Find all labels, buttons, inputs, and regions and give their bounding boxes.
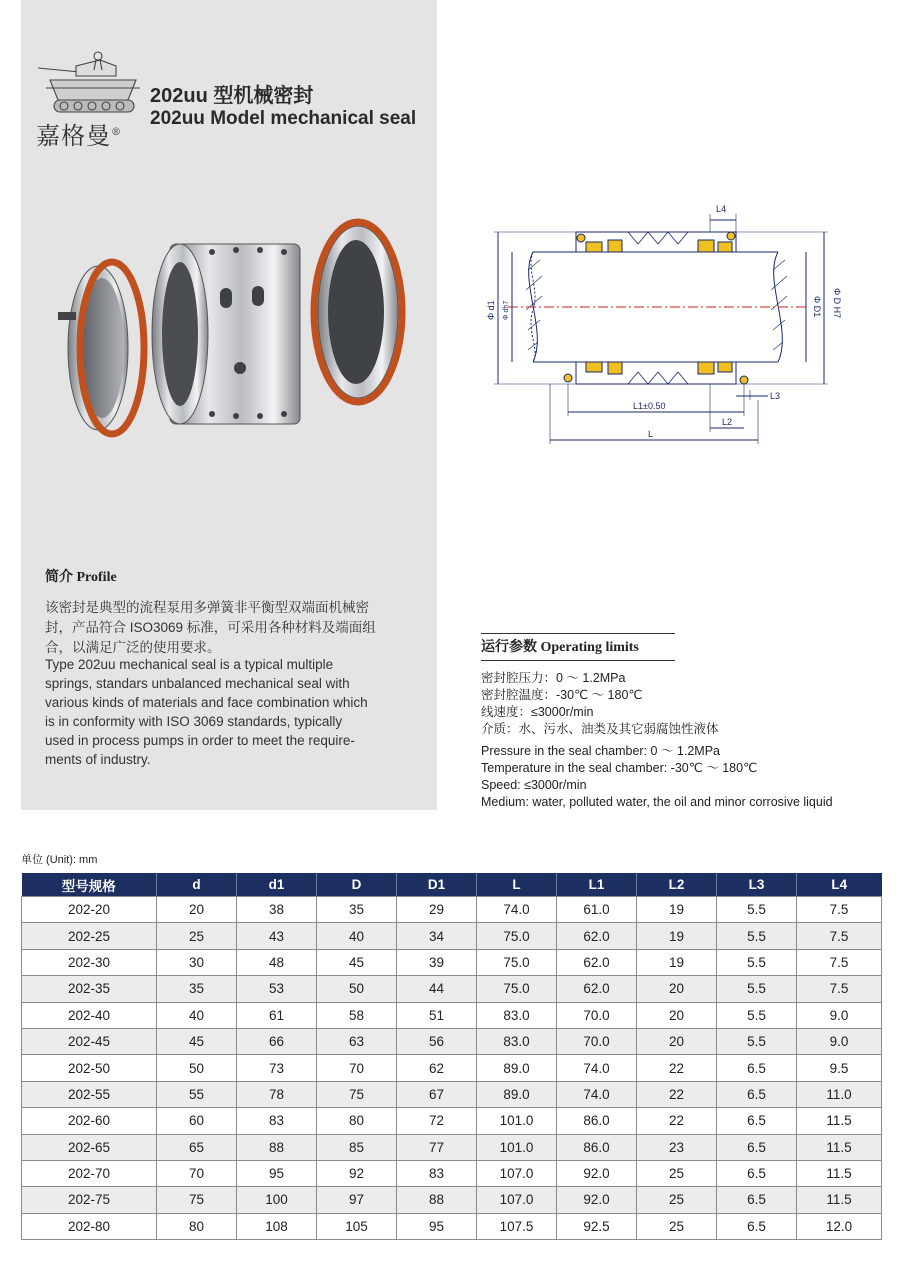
table-cell: 6.5 bbox=[717, 1187, 797, 1213]
table-cell: 60 bbox=[157, 1108, 237, 1134]
table-cell: 45 bbox=[317, 949, 397, 975]
table-cell: 51 bbox=[397, 1002, 477, 1028]
operating-limits-cn bbox=[481, 670, 719, 738]
column-header: D1 bbox=[397, 873, 477, 897]
table-cell: 202-25 bbox=[22, 923, 157, 949]
table-cell: 202-20 bbox=[22, 897, 157, 923]
table-row bbox=[22, 976, 882, 1002]
table-cell: 53 bbox=[237, 976, 317, 1002]
ops-en-line: Medium: water, polluted water, the oil and minor corrosive liquid bbox=[481, 795, 833, 809]
table-cell: 92.0 bbox=[557, 1160, 637, 1186]
table-row bbox=[22, 923, 882, 949]
table-cell: 9.5 bbox=[797, 1055, 882, 1081]
table-cell: 43 bbox=[237, 923, 317, 949]
table-cell: 45 bbox=[157, 1028, 237, 1054]
table-cell: 75.0 bbox=[477, 923, 557, 949]
table-cell: 83.0 bbox=[477, 1002, 557, 1028]
table-cell: 25 bbox=[637, 1160, 717, 1186]
table-cell: 86.0 bbox=[557, 1108, 637, 1134]
profile-text-cn bbox=[45, 598, 430, 658]
table-cell: 22 bbox=[637, 1108, 717, 1134]
table-cell: 74.0 bbox=[477, 897, 557, 923]
table-cell: 80 bbox=[157, 1213, 237, 1239]
product-photo bbox=[40, 200, 420, 450]
table-cell: 55 bbox=[157, 1081, 237, 1107]
table-cell: 70 bbox=[317, 1055, 397, 1081]
brand-name: 嘉格曼® bbox=[36, 122, 122, 150]
table-cell: 20 bbox=[637, 1028, 717, 1054]
table-cell: 88 bbox=[237, 1134, 317, 1160]
label-DH7: Φ D H7 bbox=[832, 288, 842, 319]
table-cell: 11.0 bbox=[797, 1081, 882, 1107]
table-cell: 202-55 bbox=[22, 1081, 157, 1107]
unit-label: 单位 (Unit): mm bbox=[21, 854, 98, 866]
ops-cn-line: 密封腔压力：0 ～ 1.2MPa bbox=[481, 671, 626, 685]
table-cell: 58 bbox=[317, 1002, 397, 1028]
table-row bbox=[22, 1160, 882, 1186]
table-body bbox=[22, 897, 882, 1240]
table-cell: 101.0 bbox=[477, 1134, 557, 1160]
table-cell: 6.5 bbox=[717, 1055, 797, 1081]
table-cell: 48 bbox=[237, 949, 317, 975]
table-cell: 25 bbox=[157, 923, 237, 949]
column-header: d bbox=[157, 873, 237, 897]
table-row bbox=[22, 1108, 882, 1134]
table-cell: 7.5 bbox=[797, 976, 882, 1002]
table-cell: 105 bbox=[317, 1213, 397, 1239]
table-cell: 39 bbox=[397, 949, 477, 975]
table-cell: 5.5 bbox=[717, 949, 797, 975]
table-cell: 202-45 bbox=[22, 1028, 157, 1054]
cross-section-drawing bbox=[488, 200, 848, 450]
table-cell: 9.0 bbox=[797, 1002, 882, 1028]
table-row bbox=[22, 897, 882, 923]
column-header: 型号规格 bbox=[22, 873, 157, 897]
table-cell: 23 bbox=[637, 1134, 717, 1160]
table-cell: 88 bbox=[397, 1187, 477, 1213]
column-header: D bbox=[317, 873, 397, 897]
table-cell: 61 bbox=[237, 1002, 317, 1028]
table-cell: 19 bbox=[637, 949, 717, 975]
table-cell: 6.5 bbox=[717, 1081, 797, 1107]
table-cell: 5.5 bbox=[717, 976, 797, 1002]
table-header-row bbox=[22, 873, 882, 897]
ops-en-line: Speed: ≤3000r/min bbox=[481, 778, 587, 792]
table-cell: 85 bbox=[317, 1134, 397, 1160]
ops-cn-line: 线速度：≤3000r/min bbox=[481, 705, 594, 719]
table-cell: 75.0 bbox=[477, 976, 557, 1002]
table-cell: 34 bbox=[397, 923, 477, 949]
table-cell: 65 bbox=[157, 1134, 237, 1160]
table-cell: 202-40 bbox=[22, 1002, 157, 1028]
table-cell: 20 bbox=[637, 1002, 717, 1028]
table-cell: 29 bbox=[397, 897, 477, 923]
table-cell: 30 bbox=[157, 949, 237, 975]
profile-cn-line: 合，以满足广泛的使用要求。 bbox=[45, 640, 221, 655]
table-cell: 108 bbox=[237, 1213, 317, 1239]
table-cell: 11.5 bbox=[797, 1108, 882, 1134]
table-cell: 44 bbox=[397, 976, 477, 1002]
table-cell: 74.0 bbox=[557, 1081, 637, 1107]
table-row bbox=[22, 1187, 882, 1213]
operating-limits-en bbox=[481, 743, 833, 811]
table-cell: 75.0 bbox=[477, 949, 557, 975]
table-cell: 9.0 bbox=[797, 1028, 882, 1054]
table-row bbox=[22, 1028, 882, 1054]
table-cell: 40 bbox=[157, 1002, 237, 1028]
table-cell: 7.5 bbox=[797, 949, 882, 975]
table-cell: 80 bbox=[317, 1108, 397, 1134]
table-cell: 11.5 bbox=[797, 1187, 882, 1213]
table-cell: 70 bbox=[157, 1160, 237, 1186]
table-cell: 61.0 bbox=[557, 897, 637, 923]
table-row bbox=[22, 1213, 882, 1239]
table-cell: 89.0 bbox=[477, 1055, 557, 1081]
table-cell: 25 bbox=[637, 1213, 717, 1239]
table-row bbox=[22, 949, 882, 975]
profile-text-en bbox=[45, 655, 430, 769]
page-title-en: 202uu Model mechanical seal bbox=[150, 108, 417, 129]
table-cell: 72 bbox=[397, 1108, 477, 1134]
right-seal-ring bbox=[314, 222, 402, 402]
table-cell: 107.5 bbox=[477, 1213, 557, 1239]
column-header: L1 bbox=[557, 873, 637, 897]
table-cell: 202-35 bbox=[22, 976, 157, 1002]
label-l2: L2 bbox=[722, 417, 733, 427]
column-header: d1 bbox=[237, 873, 317, 897]
table-cell: 83 bbox=[397, 1160, 477, 1186]
table-cell: 6.5 bbox=[717, 1108, 797, 1134]
table-cell: 97 bbox=[317, 1187, 397, 1213]
label-l: L bbox=[648, 429, 654, 439]
table-cell: 35 bbox=[157, 976, 237, 1002]
label-l4: L4 bbox=[716, 204, 727, 214]
label-D1: Φ D1 bbox=[812, 296, 822, 318]
column-header: L2 bbox=[637, 873, 717, 897]
table-cell: 5.5 bbox=[717, 1002, 797, 1028]
column-header: L3 bbox=[717, 873, 797, 897]
table-cell: 202-75 bbox=[22, 1187, 157, 1213]
table-cell: 62.0 bbox=[557, 949, 637, 975]
table-cell: 202-65 bbox=[22, 1134, 157, 1160]
table-cell: 11.5 bbox=[797, 1160, 882, 1186]
spec-table bbox=[21, 873, 882, 1240]
table-cell: 20 bbox=[637, 976, 717, 1002]
profile-en-line: ments of industry. bbox=[45, 752, 151, 767]
label-d1: Φ d1 bbox=[486, 300, 496, 320]
table-cell: 92.5 bbox=[557, 1213, 637, 1239]
table-cell: 20 bbox=[157, 897, 237, 923]
table-cell: 62.0 bbox=[557, 923, 637, 949]
table-cell: 86.0 bbox=[557, 1134, 637, 1160]
ops-cn-line: 密封腔温度：-30℃ ～ 180℃ bbox=[481, 688, 643, 702]
profile-en-line: springs, standars unbalanced mechanical seal with bbox=[45, 676, 350, 691]
table-cell: 107.0 bbox=[477, 1160, 557, 1186]
table-cell: 19 bbox=[637, 897, 717, 923]
table-row bbox=[22, 1081, 882, 1107]
operating-limits-heading: 运行参数 Operating limits bbox=[481, 636, 675, 661]
ops-cn-line: 介质：水、污水、油类及其它弱腐蚀性液体 bbox=[481, 722, 719, 736]
table-cell: 12.0 bbox=[797, 1213, 882, 1239]
profile-en-line: Type 202uu mechanical seal is a typical multiple bbox=[45, 657, 334, 672]
table-cell: 62.0 bbox=[557, 976, 637, 1002]
table-cell: 202-30 bbox=[22, 949, 157, 975]
table-cell: 7.5 bbox=[797, 923, 882, 949]
column-header: L bbox=[477, 873, 557, 897]
table-cell: 7.5 bbox=[797, 897, 882, 923]
table-cell: 75 bbox=[157, 1187, 237, 1213]
table-cell: 75 bbox=[317, 1081, 397, 1107]
table-cell: 50 bbox=[317, 976, 397, 1002]
table-row bbox=[22, 1134, 882, 1160]
table-cell: 78 bbox=[237, 1081, 317, 1107]
profile-en-line: various kinds of materials and face combination which bbox=[45, 695, 368, 710]
table-cell: 101.0 bbox=[477, 1108, 557, 1134]
table-row bbox=[22, 1055, 882, 1081]
table-cell: 63 bbox=[317, 1028, 397, 1054]
table-cell: 70.0 bbox=[557, 1028, 637, 1054]
table-cell: 74.0 bbox=[557, 1055, 637, 1081]
profile-cn-line: 封，产品符合 ISO3069 标准，可采用各种材料及端面组 bbox=[45, 620, 376, 635]
table-cell: 202-80 bbox=[22, 1213, 157, 1239]
table-cell: 38 bbox=[237, 897, 317, 923]
table-cell: 95 bbox=[397, 1213, 477, 1239]
left-seal-ring bbox=[58, 262, 144, 434]
table-cell: 6.5 bbox=[717, 1134, 797, 1160]
table-cell: 35 bbox=[317, 897, 397, 923]
table-cell: 5.5 bbox=[717, 923, 797, 949]
profile-en-line: used in process pumps in order to meet the require- bbox=[45, 733, 355, 748]
table-cell: 83 bbox=[237, 1108, 317, 1134]
table-cell: 95 bbox=[237, 1160, 317, 1186]
table-cell: 202-60 bbox=[22, 1108, 157, 1134]
ops-en-line: Pressure in the seal chamber: 0 ～ 1.2MPa bbox=[481, 744, 721, 758]
ops-en-line: Temperature in the seal chamber: -30℃ ～ 180℃ bbox=[481, 761, 758, 775]
table-cell: 40 bbox=[317, 923, 397, 949]
table-cell: 66 bbox=[237, 1028, 317, 1054]
table-cell: 6.5 bbox=[717, 1213, 797, 1239]
table-cell: 70.0 bbox=[557, 1002, 637, 1028]
table-cell: 92 bbox=[317, 1160, 397, 1186]
table-cell: 67 bbox=[397, 1081, 477, 1107]
table-cell: 56 bbox=[397, 1028, 477, 1054]
table-cell: 83.0 bbox=[477, 1028, 557, 1054]
table-cell: 89.0 bbox=[477, 1081, 557, 1107]
table-cell: 5.5 bbox=[717, 897, 797, 923]
table-cell: 22 bbox=[637, 1081, 717, 1107]
table-cell: 62 bbox=[397, 1055, 477, 1081]
label-dh7: Φ dh7 bbox=[503, 300, 510, 320]
table-cell: 25 bbox=[637, 1187, 717, 1213]
table-cell: 92.0 bbox=[557, 1187, 637, 1213]
page-title-cn: 202uu 型机械密封 bbox=[150, 85, 314, 107]
table-cell: 202-70 bbox=[22, 1160, 157, 1186]
table-row bbox=[22, 1002, 882, 1028]
column-header: L4 bbox=[797, 873, 882, 897]
table-cell: 202-50 bbox=[22, 1055, 157, 1081]
table-cell: 19 bbox=[637, 923, 717, 949]
table-cell: 5.5 bbox=[717, 1028, 797, 1054]
profile-heading: 简介 Profile bbox=[45, 570, 117, 585]
table-cell: 73 bbox=[237, 1055, 317, 1081]
table-cell: 107.0 bbox=[477, 1187, 557, 1213]
profile-cn-line: 该密封是典型的流程泵用多弹簧非平衡型双端面机械密 bbox=[45, 600, 369, 615]
table-cell: 11.5 bbox=[797, 1134, 882, 1160]
label-l1: L1±0.50 bbox=[633, 401, 666, 411]
label-l3: L3 bbox=[770, 391, 781, 401]
center-seal-body bbox=[152, 244, 300, 424]
table-cell: 100 bbox=[237, 1187, 317, 1213]
table-cell: 50 bbox=[157, 1055, 237, 1081]
table-cell: 6.5 bbox=[717, 1160, 797, 1186]
table-cell: 22 bbox=[637, 1055, 717, 1081]
table-cell: 77 bbox=[397, 1134, 477, 1160]
profile-en-line: is in conformity with ISO 3069 standards, typically bbox=[45, 714, 343, 729]
